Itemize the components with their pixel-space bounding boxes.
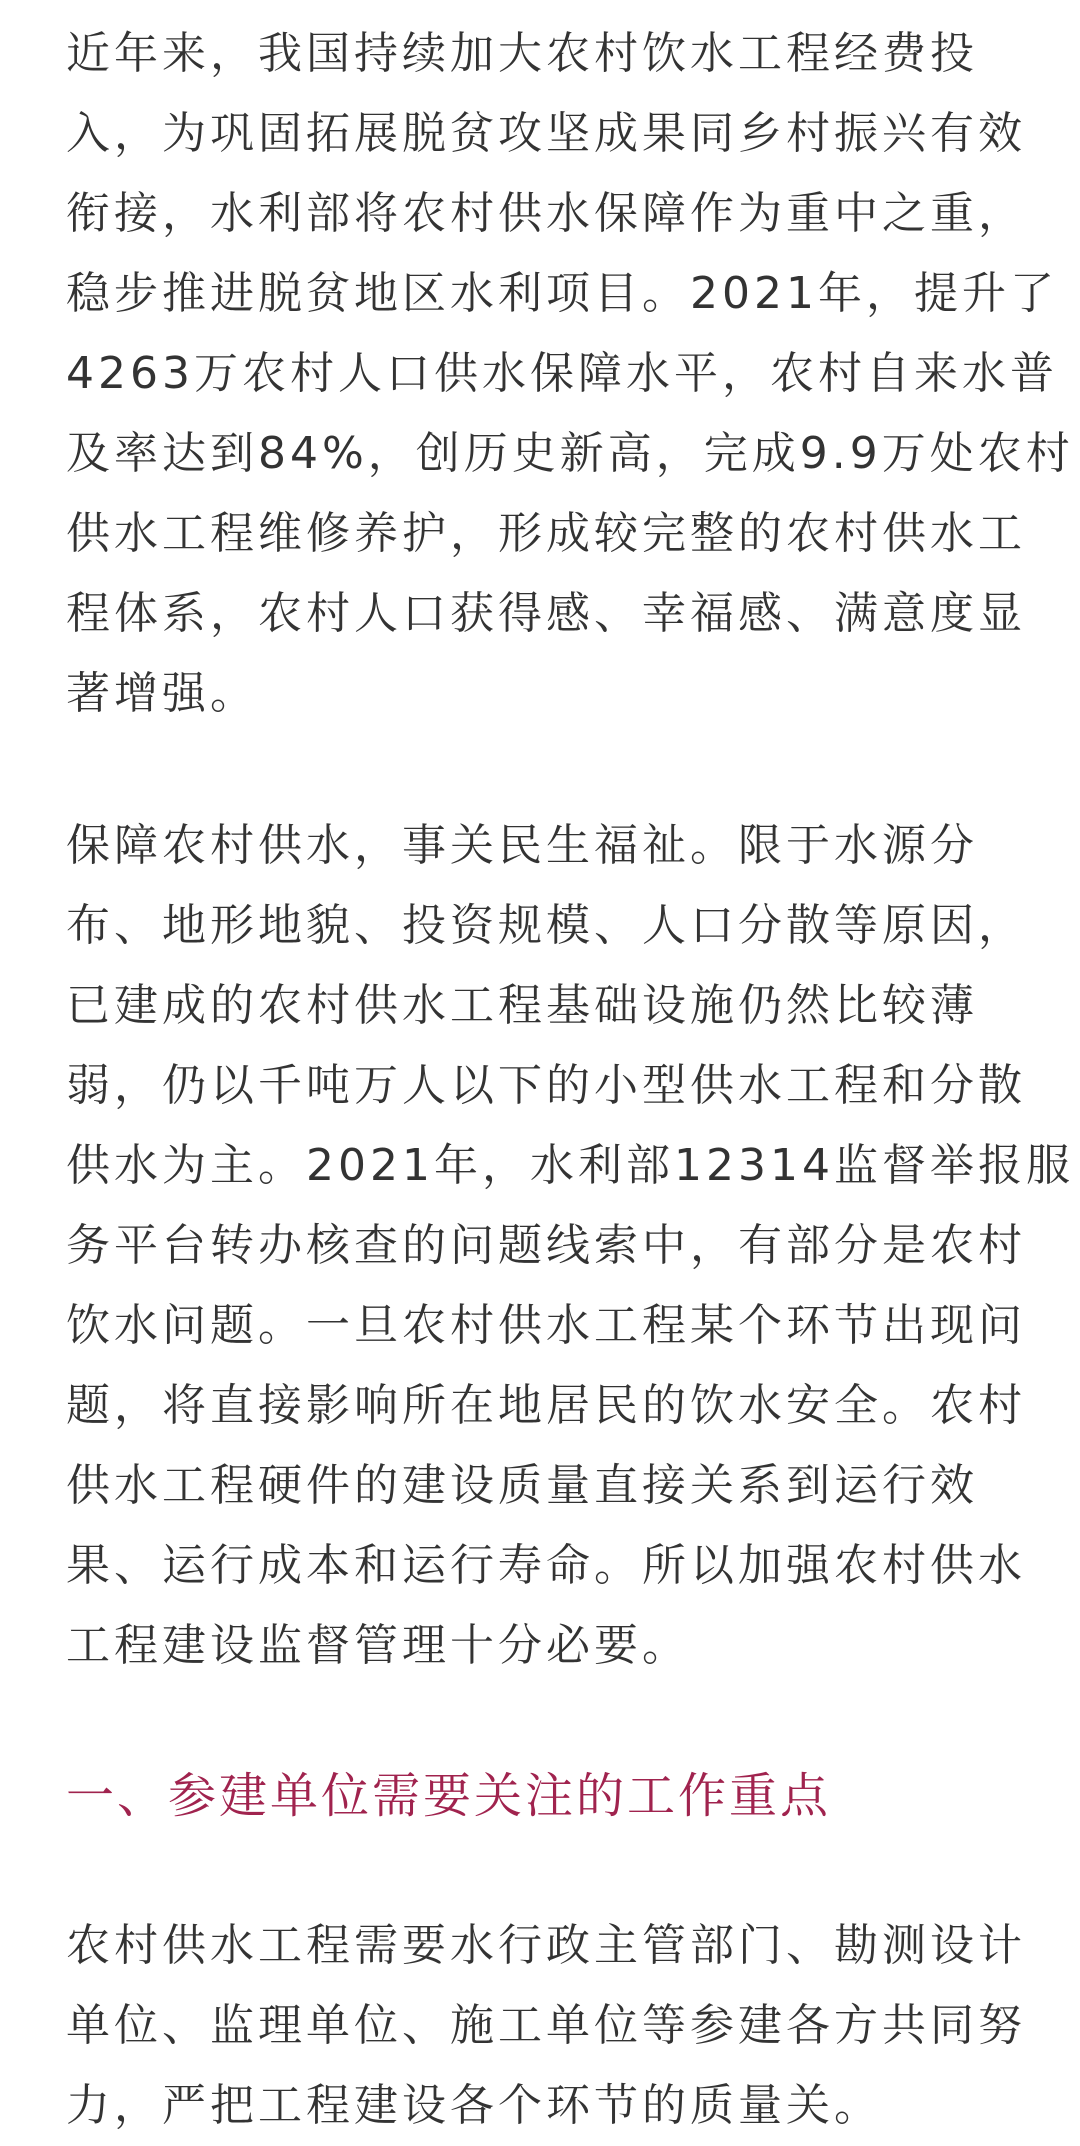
article-body	[66, 0, 1074, 2146]
text-line: 单位、监理单位、施工单位等参建各方共同努	[66, 2000, 1026, 2051]
text-line: 果、运行成本和运行寿命。所以加强农村供水	[66, 1540, 1026, 1591]
text-line: 衔接，水利部将农村供水保障作为重中之重，	[66, 188, 1026, 239]
text-line: 4263万农村人口供水保障水平，农村自来水普	[66, 348, 1058, 399]
text-line: 供水为主。2021年，水利部12314监督举报服	[66, 1140, 1074, 1191]
text-line: 务平台转办核查的问题线索中，有部分是农村	[66, 1220, 1026, 1271]
text-line: 题，将直接影响所在地居民的饮水安全。农村	[66, 1380, 1026, 1431]
text-line: 供水工程维修养护，形成较完整的农村供水工	[66, 508, 1026, 559]
text-line: 入，为巩固拓展脱贫攻坚成果同乡村振兴有效	[66, 108, 1026, 159]
text-line: 保障农村供水，事关民生福祉。限于水源分	[66, 820, 978, 871]
text-line: 近年来，我国持续加大农村饮水工程经费投	[66, 28, 978, 79]
text-line: 弱，仍以千吨万人以下的小型供水工程和分散	[66, 1060, 1026, 1111]
text-line: 力，严把工程建设各个环节的质量关。	[66, 2080, 882, 2131]
paragraph-water-supply	[66, 806, 1074, 1686]
paragraph-stakeholders	[66, 1906, 1026, 2146]
text-line: 农村供水工程需要水行政主管部门、勘测设计	[66, 1920, 1026, 1971]
text-line: 供水工程硬件的建设质量直接关系到运行效	[66, 1460, 978, 1511]
text-line: 著增强。	[66, 668, 258, 719]
text-line: 工程建设监督管理十分必要。	[66, 1620, 690, 1671]
text-line: 程体系，农村人口获得感、幸福感、满意度显	[66, 588, 1026, 639]
text-line: 已建成的农村供水工程基础设施仍然比较薄	[66, 980, 978, 1031]
text-line: 布、地形地貌、投资规模、人口分散等原因，	[66, 900, 1026, 951]
section-heading: 一、参建单位需要关注的工作重点	[66, 1768, 832, 1824]
paragraph-investment	[66, 0, 1074, 734]
text-line: 饮水问题。一旦农村供水工程某个环节出现问	[66, 1300, 1026, 1351]
text-line: 及率达到84%，创历史新高，完成9.9万处农村	[66, 428, 1074, 479]
text-line: 稳步推进脱贫地区水利项目。2021年，提升了	[66, 268, 1058, 319]
